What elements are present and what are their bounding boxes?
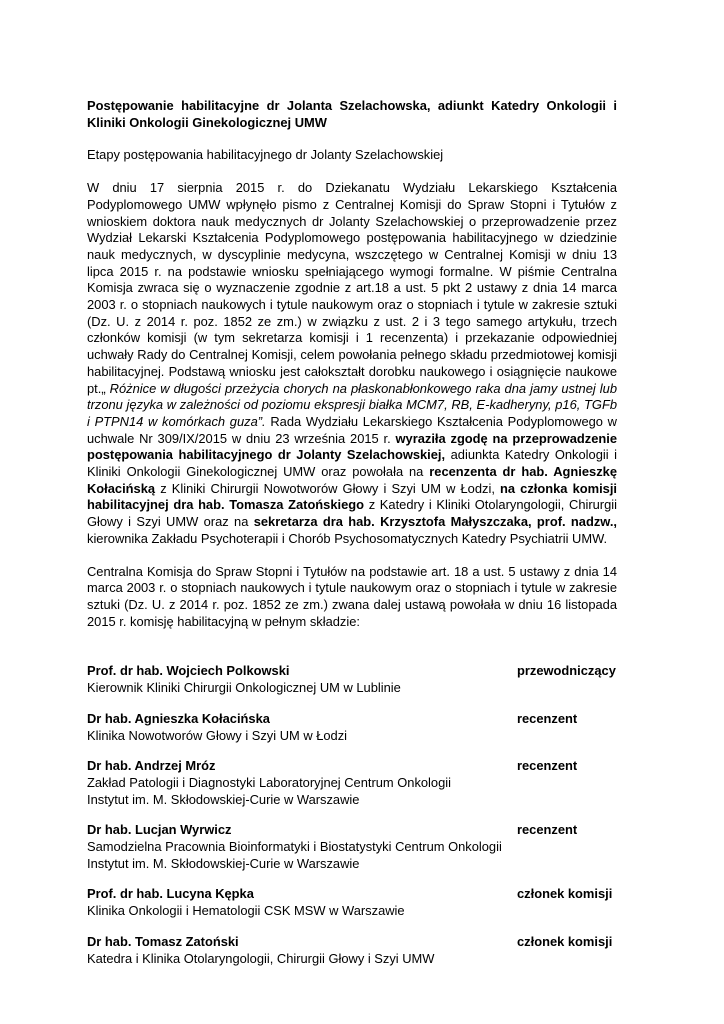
member-affiliation: Samodzielna Pracownia Bioinformatyki i Biostatystyki Centrum Onkologii (87, 839, 502, 855)
member-affiliation: Klinika Nowotworów Głowy i Szyi UM w Łodzi (87, 727, 348, 743)
committee-member (87, 758, 617, 808)
committee-member (87, 822, 617, 872)
p1-reviewer: recenzenta dr hab. Agnieszkę Kołacińską (87, 464, 618, 496)
member-name: Prof. dr hab. Lucyna Kępka (87, 886, 254, 902)
paragraph-procedure (87, 180, 617, 547)
member-affiliation: Klinika Onkologii i Hematologii CSK MSW w Warszawie (87, 903, 405, 919)
document-subtitle: Etapy postępowania habilitacyjnego dr Jolanty Szelachowskiej (87, 147, 444, 163)
document-title: Postępowanie habilitacyjne dr Jolanta Szelachowska, adiunkt Katedry Onkologii i Kliniki Onkologii Ginekologicznej UMW (87, 98, 617, 130)
p1-consent: wyraziła zgodę na przeprowadzenie postępowania habilitacyjnego dr Jolanty Szelachowskiej, (87, 430, 617, 463)
member-role: przewodniczący (517, 663, 616, 679)
paragraph-committee-appointment: Centralna Komisja do Spraw Stopni i Tytułów na podstawie art. 18 a ust. 5 ustawy z dnia 14 marca 2003 r. o stopniach naukowych i tytule naukowym oraz o stopniach i tytule w zakresie sztuki (Dz. U. z 2014 r. poz. 1852 ze zm.) zwana dalej ustawą powołała w dniu 16 listopada 2015 r. komisję habilitacyjną w pełnym składzie: (87, 563, 617, 629)
member-name: Dr hab. Tomasz Zatoński (87, 933, 239, 949)
p1-text-7: z Kliniki Chirurgii Nowotworów Głowy i Szyi UM w Łodzi, (155, 480, 501, 496)
p1-member: na członka komisji habilitacyjnej dra hab. Tomasza Zatońskiego (87, 480, 617, 513)
member-role: recenzent (517, 710, 578, 726)
member-role: recenzent (517, 758, 578, 774)
committee-member (87, 711, 617, 744)
committee-member (87, 934, 617, 967)
p1-text-11: kierownika Zakładu Psychoterapii i Chorób Psychosomatycznych Katedry Psychiatrii UMW. (87, 530, 608, 546)
committee-list (87, 663, 617, 967)
member-name: Dr hab. Agnieszka Kołacińska (87, 710, 270, 726)
member-name: Dr hab. Lucjan Wyrwicz (87, 822, 232, 838)
p1-text-1: W dniu 17 sierpnia 2015 r. do Dziekanatu Wydziału Lekarskiego Kształcenia Podyplomowego UMW wpłynęło pismo z Centralnej Komisji do Spraw Stopni i Tytułów z wnioskiem doktora nauk medycznych dr Jolanty Szelachowskiej o przeprowadzenie przez Wydział Lekarski Kształcenia Podyplomowego postępowania habilitacyjnego w dziedzinie nauk medycznych, w dyscyplinie medycyna, wszczętego w Centralnej Komisji w dniu 13 lipca 2015 r. na podstawie wniosku spełniającego wymogi formalne. W piśmie Centralna Komisja zwraca się o wyznaczenie zgodnie z art.18 a ust. 5 pkt 2 ustawy z dnia 14 marca 2003 r. o stopniach naukowych i tytule naukowym oraz o stopniach i tytule w zakresie sztuki (Dz. U. z 2014 r. poz. 1852 ze zm.) w związku z ust. 2 i 3 tego samego artykułu, trzech członków komisji (w tym sekretarza komisji i 1 recenzenta) i przekazanie odpowiedniej uchwały Rady do Centralnej Komisji, celem powołania pełnego składu przedmiotowej komisji habilitacyjnej. Podstawą wniosku jest całokształt dorobku naukowego i osiągnięcie naukowe pt.„ (87, 180, 617, 396)
member-affiliation: Katedra i Klinika Otolaryngologii, Chirurgii Głowy i Szyi UMW (87, 950, 435, 966)
committee-member (87, 886, 617, 919)
p1-text-5: adiunkta Katedry Onkologii i Kliniki Onkologii Ginekologicznej UMW oraz powołała na (87, 447, 617, 480)
p1-text-3: Rada Wydziału Lekarskiego Kształcenia Podyplomowego w uchwale Nr 309/IX/2015 w dniu 23 września 2015 r. (87, 413, 617, 446)
document-page (87, 98, 617, 981)
p1-thesis-title: Różnice w długości przeżycia chorych na płaskonabłonkowego raka dna jamy ustnej lub trzonu języka w zależności od poziomu ekspresji białka MCM7, RB, E-kadheryny, p16, TGFb i PTPN14 w komórkach guza”. (87, 380, 617, 429)
member-affiliation: Instytut im. M. Skłodowskiej-Curie w Warszawie (87, 791, 360, 807)
committee-member (87, 663, 617, 696)
p1-text-9: z Katedry i Kliniki Otolaryngologii, Chirurgii Głowy i Szyi UMW oraz na (87, 497, 617, 530)
member-affiliation: Kierownik Kliniki Chirurgii Onkologicznej UM w Lublinie (87, 680, 401, 696)
member-affiliation: Instytut im. M. Skłodowskiej-Curie w Warszawie (87, 855, 360, 871)
member-role: recenzent (517, 822, 578, 838)
member-affiliation: Zakład Patologii i Diagnostyki Laboratoryjnej Centrum Onkologii (87, 774, 451, 790)
member-name: Dr hab. Andrzej Mróz (87, 758, 216, 774)
member-name: Prof. dr hab. Wojciech Polkowski (87, 663, 290, 679)
p1-secretary: sekretarza dra hab. Krzysztofa Małyszczaka, prof. nadzw., (253, 514, 617, 530)
member-role: członek komisji (517, 886, 613, 902)
member-role: członek komisji (517, 933, 613, 949)
